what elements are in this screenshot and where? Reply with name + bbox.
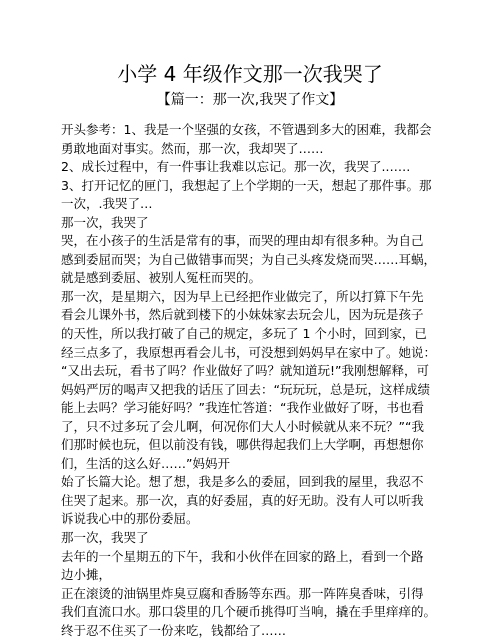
text-line: 我们直流口水。那口袋里的几个硬币挑得叮当响，撬在手里痒痒的。 xyxy=(61,604,437,620)
text-line: 们那时候也玩，但以前没有钱，哪供得起我们上大学啊，再想想你 xyxy=(61,437,424,453)
text-line: 2、成长过程中，有一件事让我难以忘记。那一次，我哭了.…… xyxy=(61,159,411,175)
article-subtitle: 【篇一：那一次,我哭了作文】 xyxy=(156,92,344,108)
text-line: “又出去玩，看书了吗？作业做好了吗？就知道玩!”我刚想解释，可 xyxy=(61,363,429,379)
text-line: 看会儿课外书，然后就到楼下的小妹妹家去玩会儿，因为玩是孩子 xyxy=(61,307,424,323)
text-line: 诉说我心中的那份委屈。 xyxy=(61,511,199,527)
text-line: 住哭了起来。那一次，真的好委屈，真的好无助。没有人可以听我 xyxy=(61,492,424,508)
text-line: 了，只不过多玩了会儿啊，何况你们大人小时候就从来不玩？”“我 xyxy=(61,418,424,434)
text-line: 始了长篇大论。想了想，我是多么的委屈，回到我的屋里，我忍不 xyxy=(61,474,424,490)
text-line: 那一次，我哭了 xyxy=(61,214,149,230)
text-line: 经三点多了，我原想再看会儿书，可没想到妈妈早在家中了。她说： xyxy=(61,344,437,360)
text-line: 正在滚烫的油锅里炸臭豆腐和香肠等东西。那一阵阵臭香味，引得 xyxy=(61,585,424,601)
text-line: 那一次，是星期六，因为早上已经把作业做完了，所以打算下午先 xyxy=(61,288,424,304)
text-line: 勇敢地面对事实。然而，那一次，我却哭了…… xyxy=(61,140,324,156)
text-line: 3、打开记忆的匣门，我想起了上个学期的一天，想起了那件事。那 xyxy=(61,177,432,193)
text-line: 哭，在小孩子的生活是常有的事，而哭的理由却有很多种。为自己 xyxy=(61,233,424,249)
text-line: 感到委屈而哭；为自己做错事而哭；为自己头疼发烧而哭……耳蜗， xyxy=(61,251,437,267)
text-line: 妈妈严厉的喝声又把我的话压了回去：“玩玩玩，总是玩，这样成绩 xyxy=(61,381,430,397)
text-line: 边小摊， xyxy=(61,567,112,583)
article-body xyxy=(61,121,451,640)
text-line: 开头参考：1、我是一个坚强的女孩，不管遇到多大的困难，我都会 xyxy=(61,122,432,137)
text-line: 去年的一个星期五的下午，我和小伙伴在回家的路上，看到一个路 xyxy=(61,548,424,564)
text-line: 能上去吗？学习能好吗？”我连忙答道：“我作业做好了呀，书也看 xyxy=(61,400,424,416)
text-line: 的天性，所以我打破了自己的规定，多玩了 1 个小时，回到家，已 xyxy=(61,326,427,342)
page-title: 小学 4 年级作文那一次我哭了 xyxy=(117,62,383,86)
text-line: 那一次，我哭了 xyxy=(61,530,149,546)
text-line: 就是感到委屈、被别人冤枉而哭的。 xyxy=(61,270,262,286)
text-line: 们，生活的这么好……”妈妈开 xyxy=(61,455,230,471)
text-line: 一次，.我哭了… xyxy=(61,196,153,212)
text-line: 终于忍不住买了一份来吃，钱都给了…… xyxy=(61,622,287,638)
